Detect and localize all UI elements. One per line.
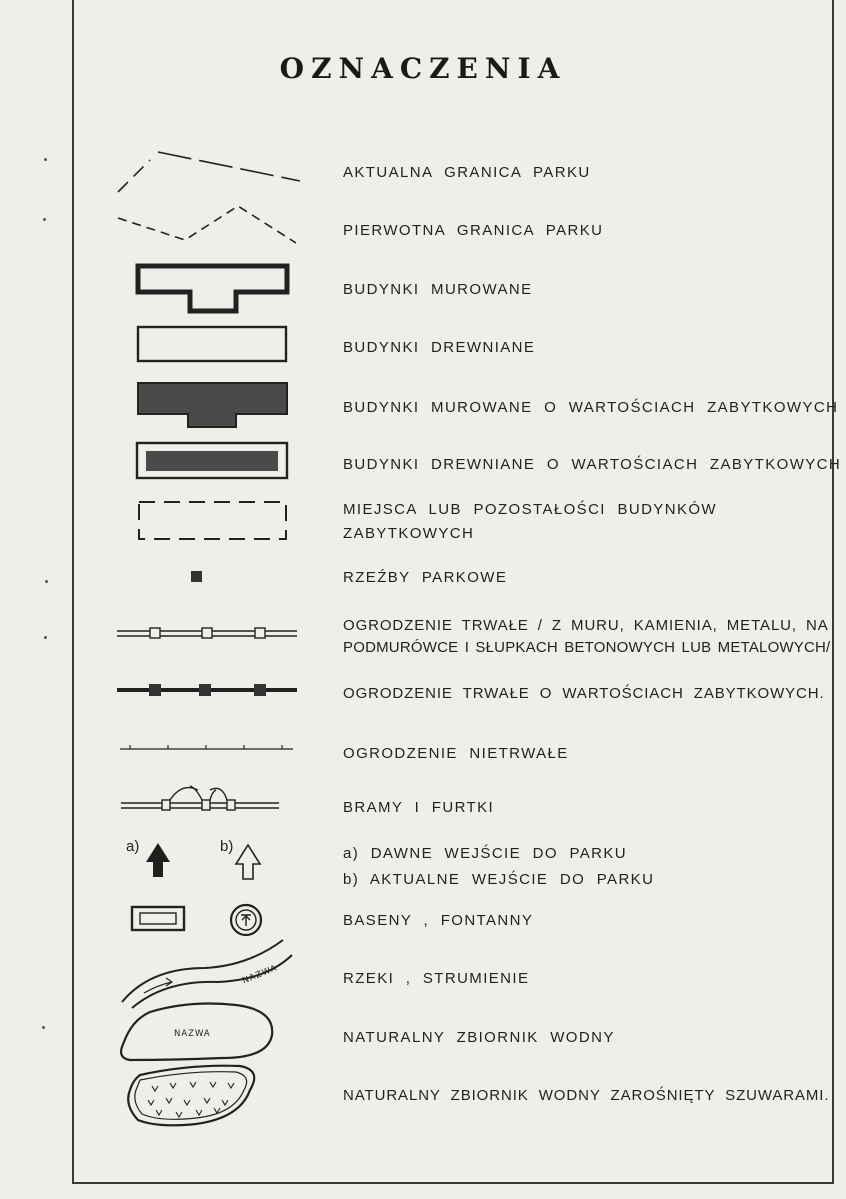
historic-wooden-building-symbol — [137, 443, 287, 478]
legend-label-permanent-fence-line2: PODMURÓWCE I SŁUPKACH BETONOWYCH LUB METALOWYCH/ — [343, 639, 831, 656]
fountain-symbol — [231, 905, 261, 935]
sculpture-symbol — [191, 571, 202, 582]
water-body-name-label: NAZWA — [174, 1029, 211, 1039]
legend-label-building-remains-line1: MIEJSCA LUB POZOSTAŁOŚCI BUDYNKÓW — [343, 501, 717, 518]
masonry-building-symbol — [138, 266, 287, 311]
wooden-building-symbol — [138, 327, 286, 361]
legend-label-current-entrance: b) AKTUALNE WEJŚCIE DO PARKU — [343, 871, 655, 888]
former-entrance-arrow — [146, 843, 170, 877]
legend-label-historic-wooden-buildings: BUDYNKI DREWNIANE O WARTOŚCIACH ZABYTKOWYCH — [343, 456, 842, 473]
legend-label-building-remains-line2: ZABYTKOWYCH — [343, 525, 475, 542]
legend-label-former-entrance: a) DAWNE WEJŚCIE DO PARKU — [343, 845, 628, 862]
current-boundary-symbol — [118, 152, 300, 192]
reed-water-body-symbol — [128, 1066, 254, 1126]
entrance-letter-a: a) — [126, 838, 140, 855]
current-entrance-arrow — [236, 845, 260, 879]
historic-fence-symbol — [117, 684, 297, 696]
legend-label-wooden-buildings: BUDYNKI DREWNIANE — [343, 339, 536, 356]
legend-label-sculptures: RZEŹBY PARKOWE — [343, 569, 508, 586]
legend-label-permanent-fence-line1: OGRODZENIE TRWAŁE / Z MURU, KAMIENIA, METALU, NA — [343, 617, 829, 634]
legend-label-current-boundary: AKTUALNA GRANICA PARKU — [343, 164, 591, 181]
entrance-letter-b: b) — [220, 838, 234, 855]
original-boundary-symbol — [118, 206, 296, 243]
legend-label-historic-fence: OGRODZENIE TRWAŁE O WARTOŚCIACH ZABYTKOWYCH. — [343, 685, 825, 702]
legend-label-rivers: RZEKI , STRUMIENIE — [343, 970, 530, 987]
river-name-label: NAZWA — [241, 963, 279, 987]
legend-title: OZNACZENIA — [279, 52, 567, 85]
legend-label-temporary-fence: OGRODZENIE NIETRWAŁE — [343, 745, 569, 762]
legend-label-historic-masonry-buildings: BUDYNKI MUROWANE O WARTOŚCIACH ZABYTKOWYCH — [343, 399, 839, 416]
legend-label-masonry-buildings: BUDYNKI MUROWANE — [343, 281, 533, 298]
pool-symbol — [132, 907, 184, 930]
legend-label-original-boundary: PIERWOTNA GRANICA PARKU — [343, 222, 604, 239]
legend-label-gates: BRAMY I FURTKI — [343, 799, 495, 816]
historic-masonry-building-symbol — [138, 383, 287, 427]
legend-label-water-body: NATURALNY ZBIORNIK WODNY — [343, 1029, 615, 1046]
legend-label-pools-fountains: BASENY , FONTANNY — [343, 912, 534, 929]
legend-label-reed-water-body: NATURALNY ZBIORNIK WODNY ZAROŚNIĘTY SZUWARAMI. — [343, 1087, 830, 1104]
permanent-fence-symbol — [117, 628, 297, 638]
dashed-building-symbol — [139, 502, 286, 539]
gates-symbol — [121, 786, 279, 810]
temporary-fence-symbol — [120, 745, 293, 749]
